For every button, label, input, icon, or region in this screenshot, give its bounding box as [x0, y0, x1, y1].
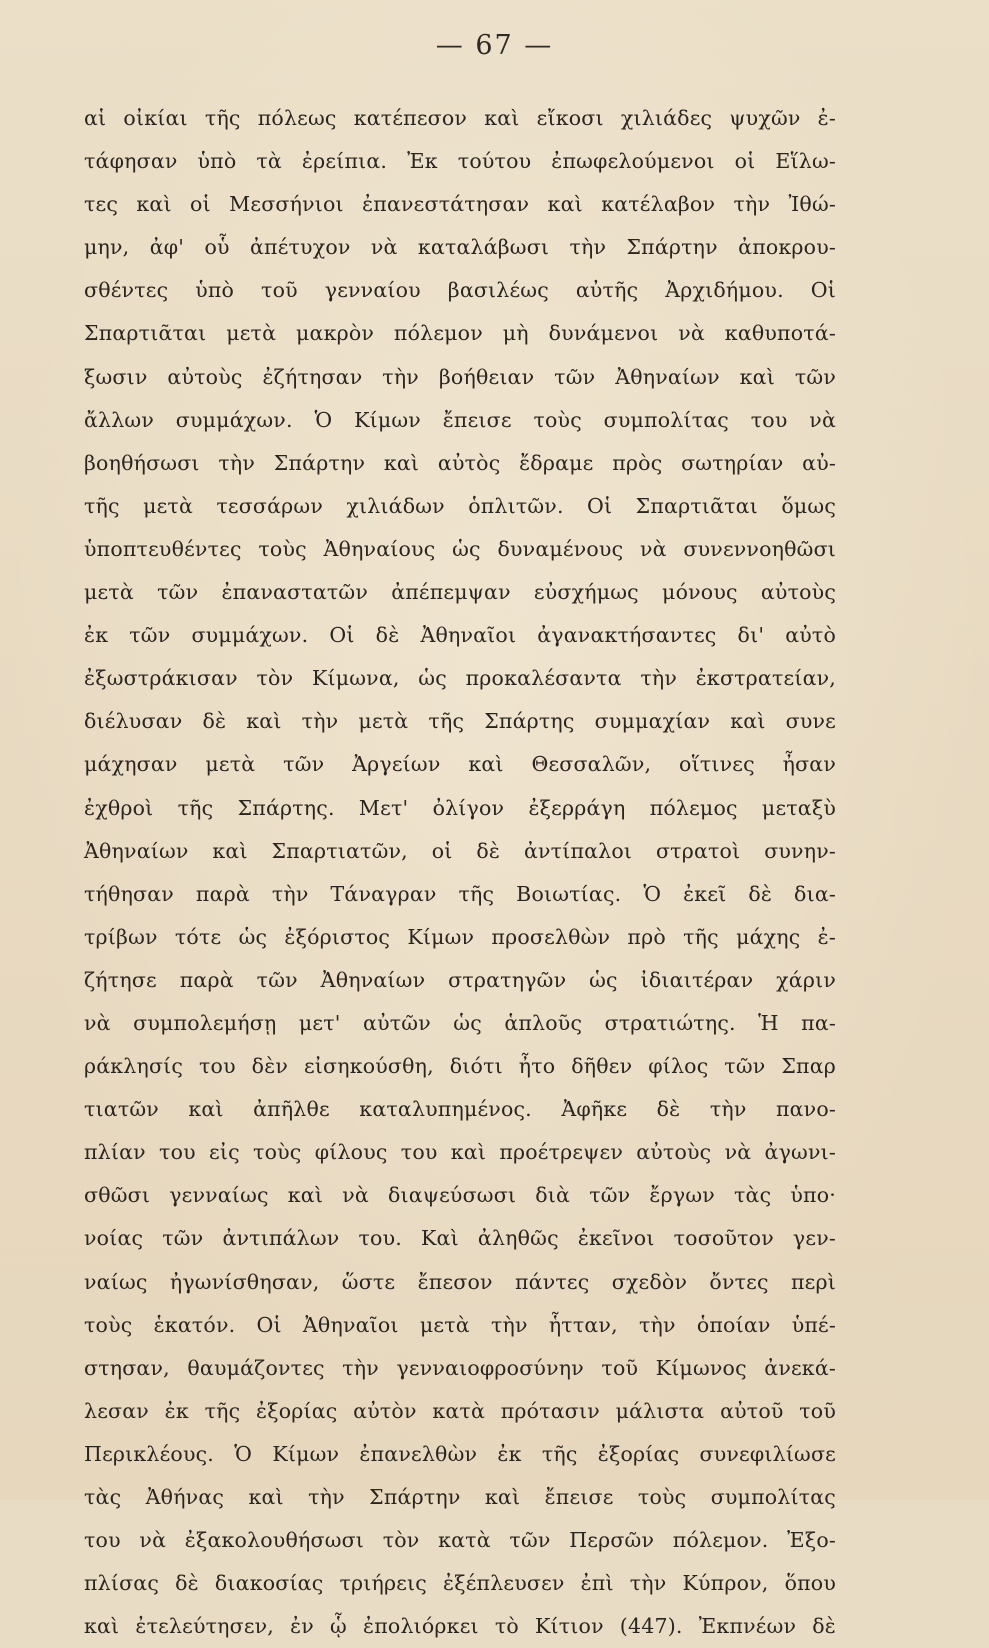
- page-number: — 67 —: [435, 30, 554, 61]
- text-line: μάχησαν μετὰ τῶν Ἀργείων καὶ Θεσσαλῶν, οἵτινες ἦσαν: [84, 752, 836, 777]
- text-line: καὶ ἐτελεύτησεν, ἐν ᾧ ἐπολιόρκει τὸ Κίτιον (447). Ἐκπνέων δὲ: [84, 1614, 836, 1639]
- body-text: [84, 97, 836, 1648]
- text-line: τήθησαν παρὰ τὴν Τάναγραν τῆς Βοιωτίας. Ὁ ἐκεῖ δὲ δια-: [84, 881, 836, 906]
- text-line: βοηθήσωσι τὴν Σπάρτην καὶ αὐτὸς ἔδραμε πρὸς σωτηρίαν αὐ-: [84, 450, 836, 475]
- text-line: ἐχθροὶ τῆς Σπάρτης. Μετ' ὀλίγον ἐξερράγη πόλεμος μεταξὺ: [84, 795, 836, 820]
- text-line: του νὰ ἐξακολουθήσωσι τὸν κατὰ τῶν Περσῶν πόλεμον. Ἐξο-: [84, 1528, 836, 1553]
- text-line: νοίας τῶν ἀντιπάλων του. Καὶ ἀληθῶς ἐκεῖνοι τοσοῦτον γεν-: [84, 1226, 836, 1251]
- text-line: ζήτησε παρὰ τῶν Ἀθηναίων στρατηγῶν ὡς ἰδιαιτέραν χάριν: [84, 967, 836, 992]
- text-line: τρίβων τότε ὡς ἐξόριστος Κίμων προσελθὼν πρὸ τῆς μάχης ἐ-: [84, 924, 836, 949]
- text-line: αἱ οἰκίαι τῆς πόλεως κατέπεσον καὶ εἴκοσι χιλιάδες ψυχῶν ἐ-: [84, 106, 836, 130]
- text-line: σθέντες ὑπὸ τοῦ γενναίου βασιλέως αὐτῆς Ἀρχιδήμου. Οἱ: [84, 278, 836, 303]
- text-line: τὰς Ἀθήνας καὶ τὴν Σπάρτην καὶ ἔπεισε τοὺς συμπολίτας: [84, 1485, 836, 1509]
- text-line: τάφησαν ὑπὸ τὰ ἐρείπια. Ἐκ τούτου ἐπωφελούμενοι οἱ Εἵλω-: [84, 149, 836, 174]
- text-line: πλίαν του εἰς τοὺς φίλους του καὶ προέτρεψεν αὐτοὺς νὰ ἀγωνι-: [84, 1140, 836, 1165]
- text-line: ράκλησίς του δὲν εἰσηκούσθη, διότι ἦτο δῆθεν φίλος τῶν Σπαρ: [84, 1054, 836, 1079]
- text-line: Περικλέους. Ὁ Κίμων ἐπανελθὼν ἐκ τῆς ἐξορίας συνεφιλίωσε: [84, 1441, 836, 1466]
- text-line: ναίως ἠγωνίσθησαν, ὥστε ἔπεσον πάντες σχεδὸν ὄντες περὶ: [84, 1269, 836, 1294]
- text-line: Ἀθηναίων καὶ Σπαρτιατῶν, οἱ δὲ ἀντίπαλοι στρατοὶ συνην-: [84, 838, 836, 863]
- text-line: λεσαν ἐκ τῆς ἐξορίας αὐτὸν κατὰ πρότασιν μάλιστα αὐτοῦ τοῦ: [84, 1398, 836, 1423]
- text-line: τες καὶ οἱ Μεσσήνιοι ἐπανεστάτησαν καὶ κατέλαβον τὴν Ἰθώ-: [84, 192, 836, 217]
- text-line: τιατῶν καὶ ἀπῆλθε καταλυπημένος. Ἀφῆκε δὲ τὴν πανο-: [84, 1097, 836, 1122]
- text-line: ἐξωστράκισαν τὸν Κίμωνα, ὡς προκαλέσαντα τὴν ἐκστρατείαν,: [84, 666, 836, 691]
- text-line: μετὰ τῶν ἐπαναστατῶν ἀπέπεμψαν εὐσχήμως μόνους αὐτοὺς: [84, 580, 836, 605]
- text-line: νὰ συμπολεμήσῃ μετ' αὐτῶν ὡς ἁπλοῦς στρατιώτης. Ἡ πα-: [84, 1010, 836, 1035]
- text-line: ἐκ τῶν συμμάχων. Οἱ δὲ Ἀθηναῖοι ἀγανακτήσαντες δι' αὐτὸ: [84, 623, 836, 648]
- text-line: σθῶσι γενναίως καὶ νὰ διαψεύσωσι διὰ τῶν ἔργων τὰς ὑπο·: [84, 1183, 836, 1208]
- text-line: τῆς μετὰ τεσσάρων χιλιάδων ὁπλιτῶν. Οἱ Σπαρτιᾶται ὅμως: [84, 493, 836, 518]
- text-line: ἄλλων συμμάχων. Ὁ Κίμων ἔπεισε τοὺς συμπολίτας του νὰ: [84, 407, 836, 432]
- text-line: πλίσας δὲ διακοσίας τριήρεις ἐξέπλευσεν ἐπὶ τὴν Κύπρον, ὅπου: [84, 1571, 836, 1596]
- text-line: ξωσιν αὐτοὺς ἐζήτησαν τὴν βοήθειαν τῶν Ἀθηναίων καὶ τῶν: [84, 364, 836, 389]
- text-line: ὑποπτευθέντες τοὺς Ἀθηναίους ὡς δυναμένους νὰ συνεννοηθῶσι: [84, 536, 836, 561]
- text-line: στησαν, θαυμάζοντες τὴν γενναιοφροσύνην τοῦ Κίμωνος ἀνεκά-: [84, 1355, 836, 1380]
- text-line: τοὺς ἑκατόν. Οἱ Ἀθηναῖοι μετὰ τὴν ἧτταν, τὴν ὁποίαν ὑπέ-: [84, 1312, 836, 1337]
- text-line: διέλυσαν δὲ καὶ τὴν μετὰ τῆς Σπάρτης συμμαχίαν καὶ συνε: [84, 709, 836, 734]
- text-line: Σπαρτιᾶται μετὰ μακρὸν πόλεμον μὴ δυνάμενοι νὰ καθυποτά-: [84, 321, 836, 346]
- text-line: μην, ἀφ' οὗ ἀπέτυχον νὰ καταλάβωσι τὴν Σπάρτην ἀποκρου-: [84, 235, 836, 260]
